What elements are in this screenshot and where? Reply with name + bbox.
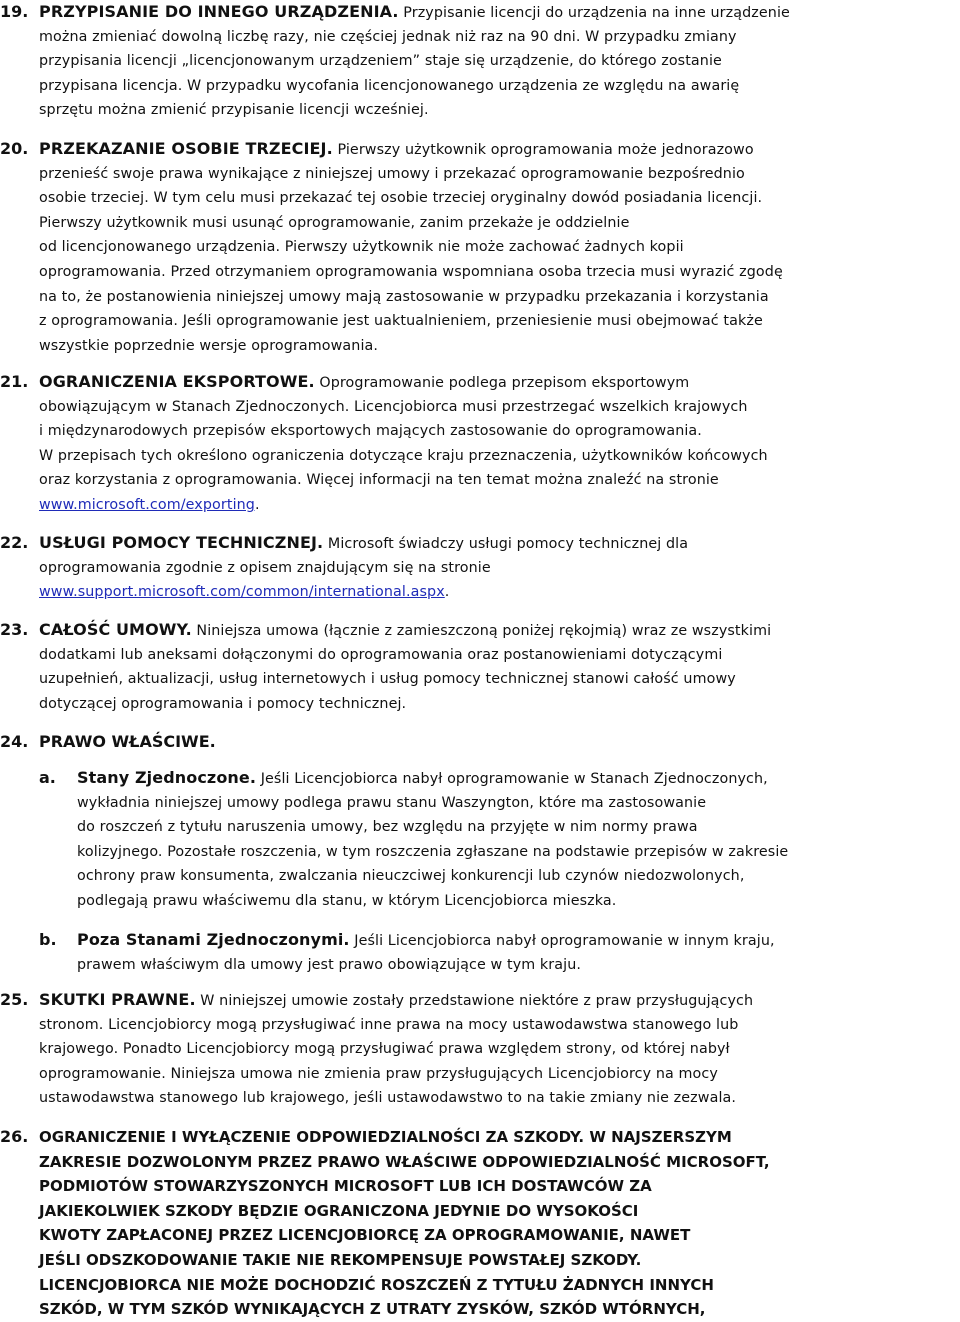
text-line: oraz korzystania z oprogramowania. Więcej informacji na ten temat można znaleźć na stronie	[39, 472, 719, 489]
text-line: .	[254, 496, 260, 513]
text-line: obowiązującym w Stanach Zjednoczonych. Licencjobiorca musi przestrzegać wszelkich krajowych	[39, 398, 748, 415]
section-title: CAŁOŚĆ UMOWY.	[39, 620, 192, 639]
text-line: Niniejsza umowa (łącznie z zamieszczoną poniżej rękojmią) wraz ze wszystkimi	[191, 623, 772, 639]
support-link[interactable]: www.support.microsoft.com/common/international.aspx	[39, 584, 445, 601]
section-number: 22.	[0, 533, 29, 552]
text-line: .	[444, 584, 450, 601]
text-line: W niniejszej umowie zostały przedstawione niektóre z praw przysługujących	[195, 993, 754, 1009]
text-line: ochrony praw konsumenta, zwalczania nieuczciwej konkurencji lub czynów niedozwolonych,	[77, 868, 745, 885]
text-line: od licencjonowanego urządzenia. Pierwszy użytkownik nie może zachować żadnych kopii	[39, 239, 684, 256]
section-title: OGRANICZENIA EKSPORTOWE.	[39, 372, 315, 391]
text-line: oprogramowanie. Niniejsza umowa nie zmienia praw przysługujących Licencjobiorcy na mocy	[39, 1065, 718, 1082]
text-line: sprzętu można zmienić przypisanie licencji wcześniej.	[39, 102, 429, 119]
text-line: ustawodawstwa stanowego lub krajowego, jeśli ustawodawstwo to na takie zmiany nie zezwala.	[39, 1090, 737, 1107]
subsection-letter: a.	[39, 768, 56, 787]
text-line: W przepisach tych określono ograniczenia dotyczące kraju przeznaczenia, użytkowników końcowych	[39, 447, 768, 464]
text-line: można zmieniać dowolną liczbę razy, nie częściej jednak niż raz na 90 dni. W przypadku zmiany	[39, 28, 737, 45]
text-line: przenieść swoje prawa wynikające z niniejszej umowy i przekazać oprogramowanie bezpośrednio	[39, 165, 745, 182]
section-title: PRAWO WŁAŚCIWE.	[39, 732, 216, 751]
text-line: z oprogramowania. Jeśli oprogramowanie jest uaktualnieniem, przeniesienie musi obejmować także	[39, 313, 763, 330]
text-line: dodatkami lub aneksami dołączonymi do oprogramowania oraz postanowieniami dotyczącymi	[39, 646, 723, 663]
section-text	[39, 137, 960, 358]
section-text	[39, 531, 960, 605]
text-line: wszystkie poprzednie wersje oprogramowania.	[39, 337, 379, 354]
text-line: JAKIEKOLWIEK SZKODY BĘDZIE OGRANICZONA JEDYNIE DO WYSOKOŚCI	[39, 1201, 639, 1220]
section-number: 24.	[0, 732, 29, 751]
text-line: OGRANICZENIE I WYŁĄCZENIE ODPOWIEDZIALNOŚCI ZA SZKODY. W NAJSZERSZYM	[39, 1128, 732, 1146]
text-line: wykładnia niniejszej umowy podlega prawu stanu Waszyngton, które ma zastosowanie	[77, 794, 707, 811]
text-line: stronom. Licencjobiorcy mogą przysługiwać inne prawa na mocy ustawodawstwa stanowego lub	[39, 1016, 739, 1033]
section-title: USŁUGI POMOCY TECHNICZNEJ.	[39, 533, 324, 552]
section-title: PRZYPISANIE DO INNEGO URZĄDZENIA.	[39, 2, 399, 21]
text-line: Jeśli Licencjobiorca nabył oprogramowanie w Stanach Zjednoczonych,	[256, 771, 768, 787]
text-line: i międzynarodowych przepisów eksportowych mających zastosowanie do oprogramowania.	[39, 423, 702, 440]
text-line: Microsoft świadczy usługi pomocy technicznej dla	[323, 536, 689, 552]
text-line: LICENCJOBIORCA NIE MOŻE DOCHODZIĆ ROSZCZEŃ Z TYTUŁU ŻADNYCH INNYCH	[39, 1275, 714, 1294]
section-title: SKUTKI PRAWNE.	[39, 990, 196, 1009]
text-line: Pierwszy użytkownik musi usunąć oprogramowanie, zanim przekaże je oddzielnie	[39, 214, 630, 231]
text-line: krajowego. Ponadto Licencjobiorcy mogą przysługiwać prawa względem strony, od której nabył	[39, 1041, 730, 1058]
section-number: 25.	[0, 990, 29, 1009]
subsection-title: Stany Zjednoczone.	[77, 768, 257, 787]
section-text	[39, 988, 960, 1111]
section-number: 26.	[0, 1127, 29, 1146]
text-line: ZAKRESIE DOZWOLONYM PRZEZ PRAWO WŁAŚCIWE ODPOWIEDZIALNOŚĆ MICROSOFT,	[39, 1152, 770, 1171]
section-text	[39, 370, 960, 518]
text-line: JEŚLI ODSZKODOWANIE TAKIE NIE REKOMPENSUJE POWSTAŁEJ SZKODY.	[39, 1250, 642, 1269]
text-line: przypisania licencji „licencjonowanym urządzeniem” staje się urządzenie, do którego zostanie	[39, 53, 722, 70]
section-text	[39, 1125, 960, 1322]
exporting-link[interactable]: www.microsoft.com/exporting	[39, 496, 255, 513]
text-line: Oprogramowanie podlega przepisom eksportowym	[314, 375, 690, 391]
text-line: Przypisanie licencji do urządzenia na inne urządzenie	[398, 5, 790, 21]
text-line: przypisana licencja. W przypadku wycofania licencjonowanego urządzenia ze względu na awarię	[39, 77, 740, 94]
subsection-letter: b.	[39, 930, 57, 949]
section-text	[39, 0, 960, 123]
text-line: kolizyjnego. Pozostałe roszczenia, w tym roszczenia zgłaszane na podstawie przepisów w zakresie	[77, 843, 789, 860]
text-line: uzupełnień, aktualizacji, usług internetowych i usług pomocy technicznej stanowi całość umowy	[39, 671, 736, 688]
subsection-text	[77, 928, 960, 977]
text-line: PODMIOTÓW STOWARZYSZONYCH MICROSOFT LUB ICH DOSTAWCÓW ZA	[39, 1177, 652, 1196]
text-line: do roszczeń z tytułu naruszenia umowy, bez względu na przyjęte w nim normy prawa	[77, 819, 698, 836]
text-line: dotyczącej oprogramowania i pomocy technicznej.	[39, 695, 407, 712]
subsection-title: Poza Stanami Zjednoczonymi.	[77, 930, 350, 949]
section-text	[39, 730, 960, 755]
text-line: prawem właściwym dla umowy jest prawo obowiązujące w tym kraju.	[77, 956, 582, 973]
text-line: osobie trzeciej. W tym celu musi przekazać tej osobie trzeciej oryginalny dowód posiadania licencji.	[39, 190, 763, 207]
text-line: oprogramowania zgodnie z opisem znajdującym się na stronie	[39, 559, 491, 576]
text-line: na to, że postanowienia niniejszej umowy mają zastosowanie w przypadku przekazania i korzystania	[39, 288, 769, 305]
section-number: 20.	[0, 139, 29, 158]
text-line: podlegają prawu właściwemu dla stanu, w którym Licencjobiorca mieszka.	[77, 892, 617, 909]
text-line: oprogramowania. Przed otrzymaniem oprogramowania wspomniana osoba trzecia musi wyrazić zgodę	[39, 263, 783, 280]
text-line: Pierwszy użytkownik oprogramowania może jednorazowo	[332, 142, 754, 158]
text-line: Jeśli Licencjobiorca nabył oprogramowanie w innym kraju,	[349, 933, 775, 949]
section-text	[39, 618, 960, 716]
section-number: 21.	[0, 372, 29, 391]
text-line: KWOTY ZAPŁACONEJ PRZEZ LICENCJOBIORCĘ ZA OPROGRAMOWANIE, NAWET	[39, 1226, 691, 1245]
section-number: 23.	[0, 620, 29, 639]
section-title: PRZEKAZANIE OSOBIE TRZECIEJ.	[39, 139, 333, 158]
text-line: SZKÓD, W TYM SZKÓD WYNIKAJĄCYCH Z UTRATY ZYSKÓW, SZKÓD WTÓRNYCH,	[39, 1300, 706, 1319]
subsection-text	[77, 766, 960, 914]
section-number: 19.	[0, 2, 29, 21]
